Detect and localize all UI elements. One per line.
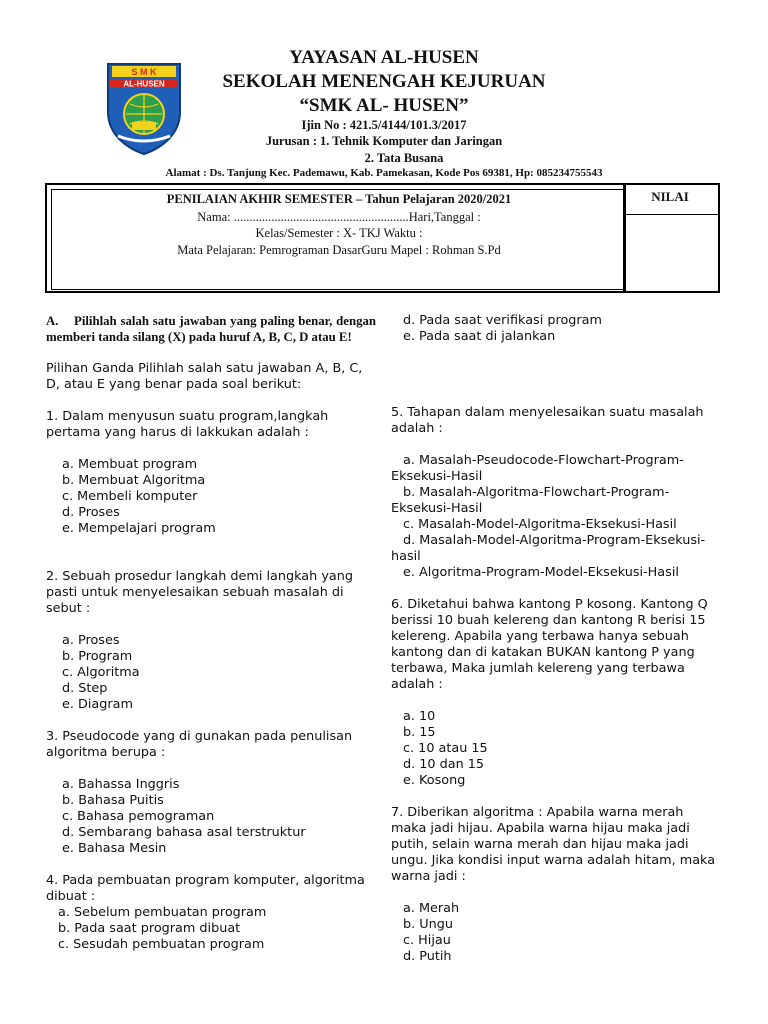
option-b[interactable]: b. Program xyxy=(62,649,133,664)
exam-info-box xyxy=(45,183,720,293)
question-text: 1. Dalam menyusun suatu program,langkah pertama yang harus di lakkukan adalah : xyxy=(46,409,329,440)
option-a[interactable]: a. Merah xyxy=(403,901,460,916)
option-a[interactable]: a. Proses xyxy=(62,633,120,648)
option-e[interactable]: e. Pada saat di jalankan xyxy=(403,329,556,344)
option-e[interactable]: e. Diagram xyxy=(62,697,133,712)
exam-title: PENILAIAN AKHIR SEMESTER – Tahun Pelajaran 2020/2021 xyxy=(166,192,512,206)
option-b[interactable]: b. Bahasa Puitis xyxy=(62,793,164,808)
question-4-continued xyxy=(391,313,721,345)
option-b[interactable]: b. Pada saat program dibuat xyxy=(58,921,241,936)
question-text: 5. Tahapan dalam menyelesaikan suatu masalah adalah : xyxy=(391,405,704,436)
left-column xyxy=(46,313,376,953)
question-text: 6. Diketahui bahwa kantong P kosong. Kantong Q berissi 10 buah kelereng dan kantong R berisi 15 kelereng. Apabila yang terbawa hanya sebuah kantong dan di katakan BUKAN kantong P yang terbawa, Maka jumlah kelereng yang terbawa adalah : xyxy=(391,597,708,692)
svg-text:AL-HUSEN: AL-HUSEN xyxy=(123,79,165,89)
option-e[interactable]: e. Algoritma-Program-Model-Eksekusi-Hasil xyxy=(403,565,679,580)
subject-line: Mata Pelajaran: Pemrograman DasarGuru Mapel : Rohman S.Pd xyxy=(177,243,501,257)
question-7 xyxy=(391,805,721,965)
option-e[interactable]: e. Kosong xyxy=(403,773,466,788)
option-c[interactable]: c. Sesudah pembuatan program xyxy=(58,937,265,952)
option-c[interactable]: c. 10 atau 15 xyxy=(403,741,488,756)
option-d[interactable]: d. Pada saat verifikasi program xyxy=(403,313,602,328)
foundation-name: YAYASAN AL-HUSEN xyxy=(289,47,479,68)
option-d[interactable]: d. 10 dan 15 xyxy=(403,757,485,772)
student-name-line: Nama: ........................................................Hari,Tanggal : xyxy=(197,210,481,224)
instructions-label: A. xyxy=(46,314,59,328)
option-b[interactable]: b. 15 xyxy=(403,725,436,740)
option-c[interactable]: c. Algoritma xyxy=(62,665,140,680)
question-text: 4. Pada pembuatan program komputer, algoritma dibuat : xyxy=(46,873,365,904)
question-4 xyxy=(46,873,376,953)
department-1: Jurusan : 1. Tehnik Komputer dan Jaringan xyxy=(265,134,503,148)
class-line: Kelas/Semester : X- TKJ Waktu : xyxy=(255,226,423,240)
option-d[interactable]: d. Step xyxy=(62,681,108,696)
exam-info-panel xyxy=(51,189,625,290)
option-c[interactable]: c. Masalah-Model-Algoritma-Eksekusi-Hasil xyxy=(403,517,677,532)
option-e[interactable]: e. Mempelajari program xyxy=(62,521,216,536)
school-type: SEKOLAH MENENGAH KEJURUAN xyxy=(222,71,546,92)
option-a[interactable]: a. Bahassa Inggris xyxy=(62,777,180,792)
question-text: 3. Pseudocode yang di gunakan pada penulisan algoritma berupa : xyxy=(46,729,353,760)
box-divider xyxy=(623,185,626,291)
question-5 xyxy=(391,405,721,581)
option-c[interactable]: c. Hijau xyxy=(403,933,451,948)
option-a[interactable]: a. Sebelum pembuatan program xyxy=(58,905,267,920)
option-c[interactable]: c. Bahasa pemograman xyxy=(62,809,215,824)
option-c[interactable]: c. Membeli komputer xyxy=(62,489,198,504)
instructions-intro: Pilihan Ganda Pilihlah salah satu jawaban A, B, C, D, atau E yang benar pada soal berikut: xyxy=(46,361,363,392)
score-underline xyxy=(626,214,718,215)
question-text: 7. Diberikan algoritma : Apabila warna merah maka jadi hijau. Apabila warna hijau maka jadi putih, selain warna merah dan hijau maka jadi ungu. Jika kondisi input warna adalah hitam, maka warna jadi : xyxy=(391,805,716,884)
question-text: 2. Sebuah prosedur langkah demi langkah yang pasti untuk menyelesaikan sebuah masalah di sebut : xyxy=(46,569,353,616)
score-label: NILAI xyxy=(651,189,689,204)
svg-text:S M K: S M K xyxy=(131,67,157,77)
option-b[interactable]: b. Masalah-Algoritma-Flowchart-Program-Eksekusi-Hasil xyxy=(391,485,670,516)
option-a[interactable]: a. 10 xyxy=(403,709,436,724)
option-d[interactable]: d. Putih xyxy=(403,949,452,964)
question-3 xyxy=(46,729,376,857)
right-column xyxy=(391,313,721,965)
option-d[interactable]: d. Proses xyxy=(62,505,120,520)
school-name: “SMK AL- HUSEN” xyxy=(299,95,469,116)
question-6 xyxy=(391,597,721,789)
option-a[interactable]: a. Masalah-Pseudocode-Flowchart-Program-Eksekusi-Hasil xyxy=(391,453,684,484)
option-d[interactable]: d. Masalah-Model-Algoritma-Program-Eksekusi-hasil xyxy=(391,533,706,564)
option-b[interactable]: b. Ungu xyxy=(403,917,453,932)
instructions-text: Pilihlah salah satu jawaban yang paling benar, dengan memberi tanda silang (X) pada huruf A, B, C, D atau E! xyxy=(46,314,376,344)
school-address: Alamat : Ds. Tanjung Kec. Pademawu, Kab. Pamekasan, Kode Pos 69381, Hp: 085234755543 xyxy=(165,167,603,179)
option-b[interactable]: b. Membuat Algoritma xyxy=(62,473,206,488)
permit-number: Ijin No : 421.5/4144/101.3/2017 xyxy=(301,118,467,132)
option-e[interactable]: e. Bahasa Mesin xyxy=(62,841,167,856)
question-1 xyxy=(46,409,376,537)
department-2: 2. Tata Busana xyxy=(364,151,444,165)
question-2 xyxy=(46,569,376,713)
instructions xyxy=(46,313,376,345)
option-d[interactable]: d. Sembarang bahasa asal terstruktur xyxy=(62,825,306,840)
option-a[interactable]: a. Membuat program xyxy=(62,457,198,472)
